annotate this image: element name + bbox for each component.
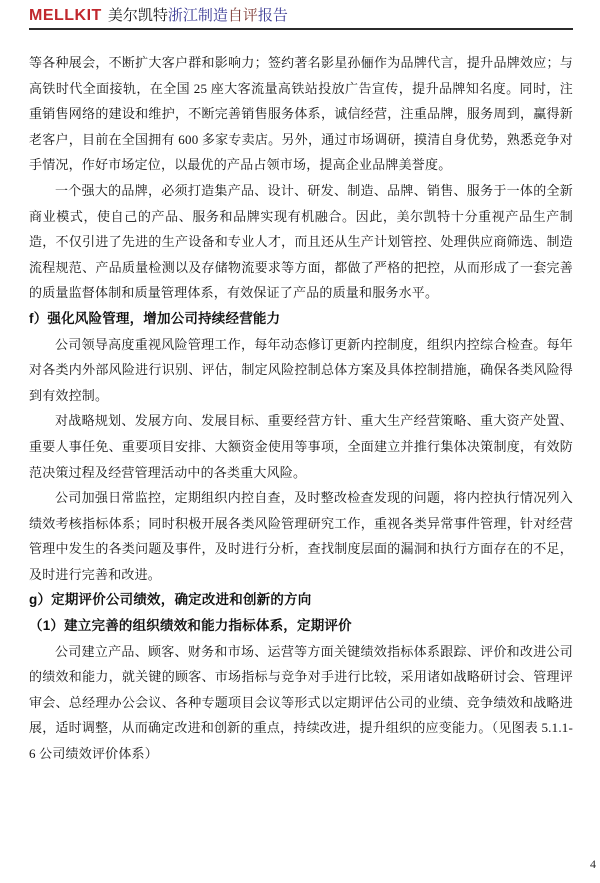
report-title-segment-1: 浙江制造 [167, 8, 228, 24]
paragraph-daily-monitoring-self-check: 公司加强日常监控，定期组织内控自查，及时整改检查发现的问题，将内控执行情况列入绩效考核指标体系；同时积极开展各类风险管理研究工作，重视各类异常事件管理，针对经营管理中发生的各类问题及事件，及时进行分析，查找制度层面的漏洞和执行方面存在的不足，及时进行完善和改进。 [29, 490, 573, 582]
heading-g-performance-evaluation: g）定期评价公司绩效，确定改进和创新的方向 [29, 592, 312, 608]
page-header [29, 4, 573, 30]
paragraph-strong-brand-manufacturing: 一个强大的品牌，必须打造集产品、设计、研发、制造、品牌、销售、服务于一体的全新商业模式，使自己的产品、服务和品牌实现有机融合。因此，美尔凯特十分重视产品生产制造，不仅引进了先进的生产设备和专业人才，而且还从生产计划管控、处理供应商筛选、制造流程规范、产品质量检测以及存储物流要求等方面，都做了严格的把控，从而形成了一套完善的质量监督体制和质量管理体系，有效保证了产品的质量和服务水平。 [29, 182, 573, 301]
page-number: 4 [590, 857, 596, 871]
paragraph-risk-control-leadership: 公司领导高度重视风险管理工作，每年动态修订更新内控制度，组织内控综合检查。每年对各类内外部风险进行识别、评估，制定风险控制总体方案及具体控制措施，确保各类风险得到有效控制。 [29, 336, 573, 403]
report-title-segment-3: 报告 [257, 8, 288, 24]
report-title-segment-2: 自评 [227, 8, 258, 24]
document-body [29, 50, 573, 767]
brand-name-cn: 美尔凯特 [107, 8, 168, 24]
paragraph-brand-building-continuation: 等各种展会，不断扩大客户群和影响力；签约著名影星孙俪作为品牌代言，提升品牌效应；与高铁时代全面接轨，在全国 25 座大客流量高铁站投放广告宣传，提升品牌知名度。同时，注重销售网络的建设和维护，不断完善销售服务体系，诚信经营，注重品牌，服务周到，赢得新老客户，目前在全国拥有 600 多家专卖店。另外，通过市场调研，摸清自身优势，熟悉竞争对手情况，作好市场定位，以最优的产品占领市场，提高企业品牌美誉度。 [29, 55, 573, 173]
paragraph-kpi-tracking-improvement: 公司建立产品、顾客、财务和市场、运营等方面关键绩效指标体系跟踪、评价和改进公司的绩效和能力，就关键的顾客、市场指标与竞争对手进行比较，采用诸如战略研讨会、管理评审会、总经理办公会议、各种专题项目会议等形式以定期评估公司的业绩、竞争绩效和战略进展，适时调整，从而确定改进和创新的重点，持续改进，提升组织的应变能力。（见图表 5.1.1-6 公司绩效评价体系） [29, 643, 573, 762]
paragraph-collective-decision-system: 对战略规划、发展方向、发展目标、重要经营方针、重大生产经营策略、重大资产处置、重要人事任免、重要项目安排、大额资金使用等事项，全面建立并推行集体决策制度，有效防范决策过程及经营管理活动中的各类重大风险。 [29, 413, 573, 480]
heading-g1-kpi-system: （1）建立完善的组织绩效和能力指标体系，定期评价 [29, 618, 352, 634]
heading-f-risk-management: f）强化风险管理，增加公司持续经营能力 [29, 310, 281, 326]
brand-logo-text: MELLKIT [29, 7, 102, 24]
